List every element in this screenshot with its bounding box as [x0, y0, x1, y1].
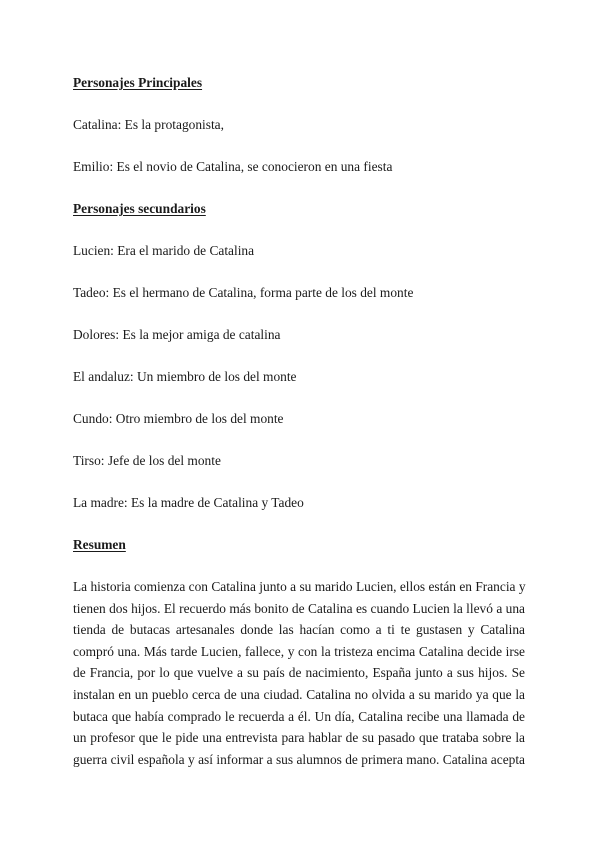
character-entry-tadeo: Tadeo: Es el hermano de Catalina, forma parte de los del monte: [73, 285, 414, 300]
summary-line: guerra civil española y así informar a sus alumnos de primera mano. Catalina acepta: [73, 751, 525, 767]
heading-resumen: Resumen: [73, 537, 126, 552]
summary-line: La historia comienza con Catalina junto a su marido Lucien, ellos están en Francia y: [73, 579, 526, 594]
character-entry-dolores: Dolores: Es la mejor amiga de catalina: [73, 327, 281, 342]
summary-line: butaca que había comprado le recuerda a él. Un día, Catalina recibe una llamada de: [73, 708, 525, 724]
character-entry-emilio: Emilio: Es el novio de Catalina, se conocieron en una fiesta: [73, 159, 393, 174]
character-entry-la-madre: La madre: Es la madre de Catalina y Tadeo: [73, 495, 304, 510]
summary-line: instalan en un pueblo cerca de una ciudad. Catalina no olvida a su marido ya que la: [73, 686, 525, 702]
summary-line: tienda de butacas artesanales donde las hacían como a ti te gustasen y Catalina: [73, 622, 525, 638]
heading-personajes-secundarios: Personajes secundarios: [73, 201, 206, 216]
heading-personajes-principales: Personajes Principales: [73, 75, 203, 90]
summary-line: compró una. Más tarde Lucien, fallece, y con la tristeza encima Catalina decide irse: [73, 643, 525, 659]
character-entry-lucien: Lucien: Era el marido de Catalina: [73, 243, 255, 258]
character-entry-catalina: Catalina: Es la protagonista,: [73, 117, 224, 132]
character-entry-tirso: Tirso: Jefe de los del monte: [73, 453, 221, 468]
summary-line: de Francia, por lo que vuelve a su país de nacimiento, España junto a sus hijos. Se: [73, 665, 525, 681]
character-entry-el-andaluz: El andaluz: Un miembro de los del monte: [73, 369, 297, 384]
summary-line: tienen dos hijos. El recuerdo más bonito de Catalina es cuando Lucien la llevó a una: [73, 600, 525, 616]
summary-paragraph: [73, 576, 525, 770]
summary-line: un profesor que le pide una entrevista para hablar de su pasado que trataba sobre la: [73, 730, 525, 746]
character-entry-cundo: Cundo: Otro miembro de los del monte: [73, 411, 284, 426]
